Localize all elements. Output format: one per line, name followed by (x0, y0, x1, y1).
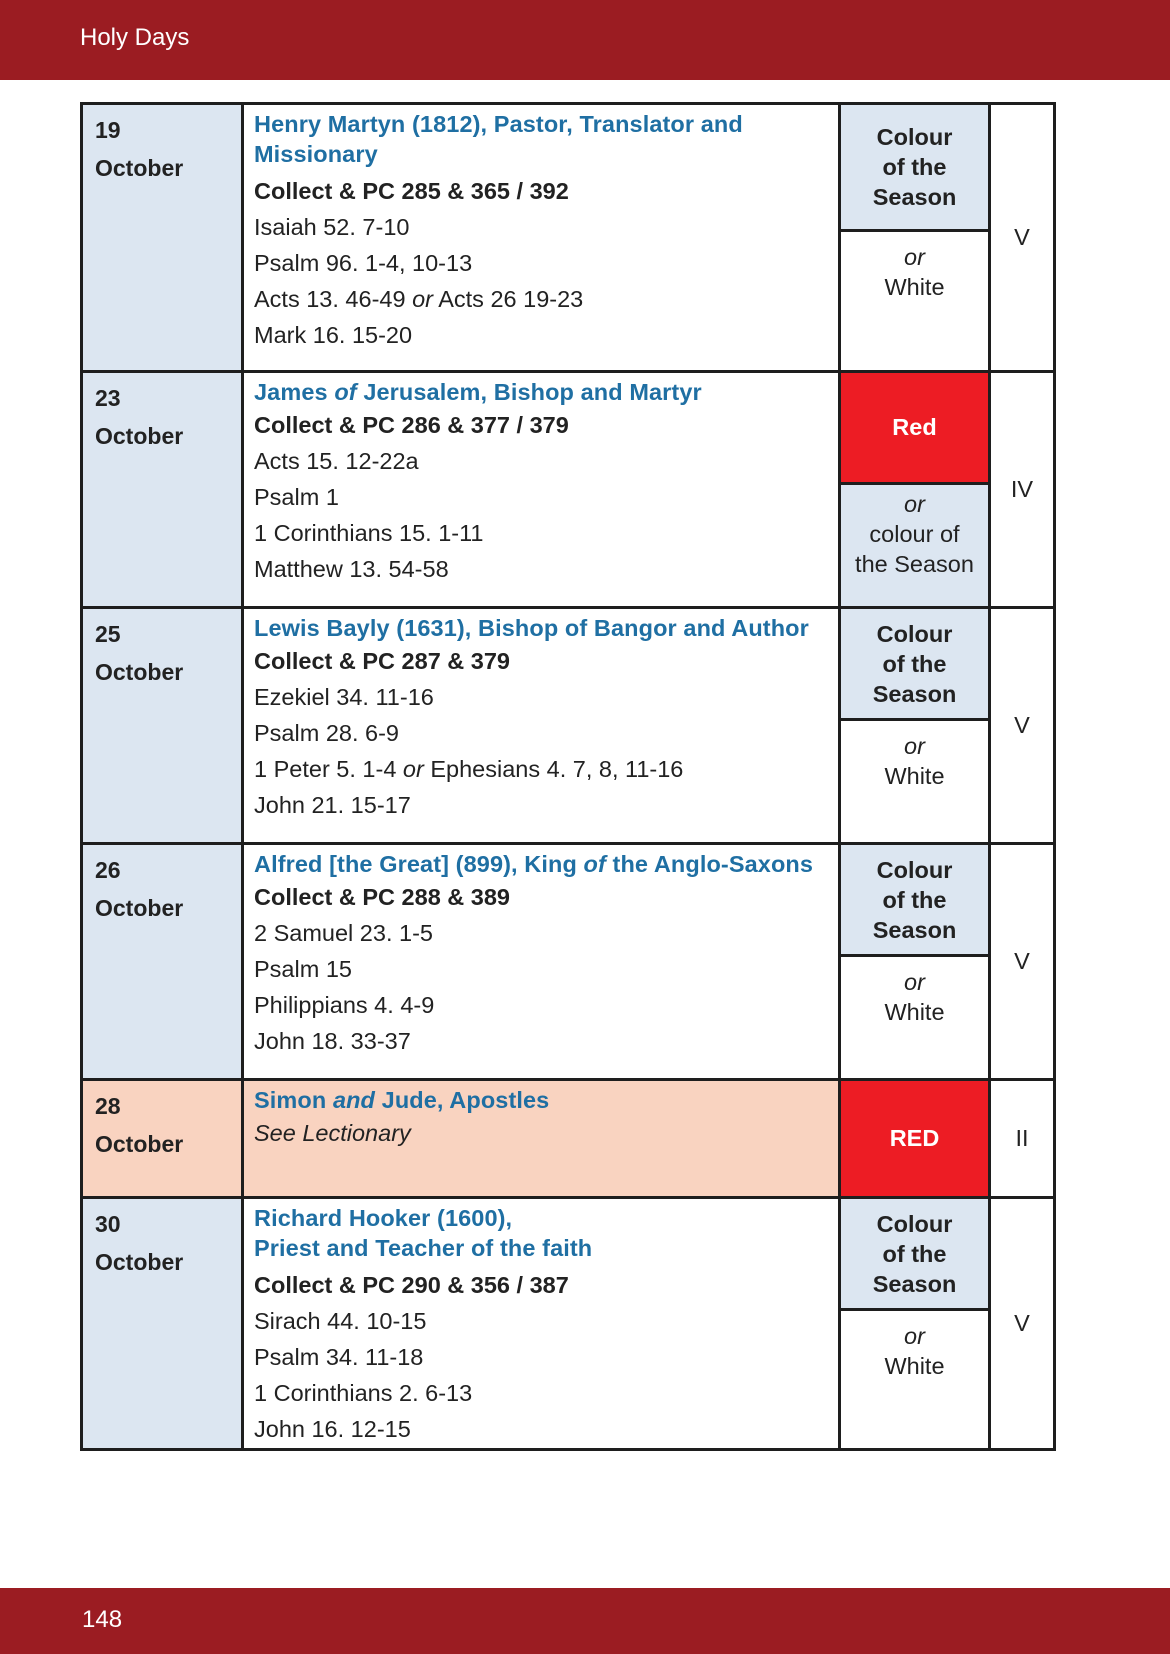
or-text: or (904, 969, 925, 995)
page-header (0, 0, 1170, 80)
liturgical-colour-cell (840, 1080, 990, 1198)
date-cell (82, 1080, 243, 1198)
alt-colour-label: White (884, 999, 945, 1025)
colour-line: Colour (876, 620, 953, 647)
date-cell (82, 608, 243, 844)
collect-line: Collect & PC 285 & 365 / 392 (254, 178, 569, 204)
title-italic: of (583, 851, 606, 877)
observance-title (254, 1085, 830, 1115)
alternative-colour-box (841, 232, 988, 370)
date-cell (82, 1198, 243, 1450)
header-title: Holy Days (80, 24, 190, 51)
reading: John 21. 15-17 (254, 792, 411, 818)
alt-colour-label: White (884, 763, 945, 789)
colour-of-season-box (841, 1199, 988, 1311)
table-row (82, 608, 1055, 844)
observance-cell (243, 1080, 840, 1198)
reading-part: Acts 13. 46-49 (254, 286, 406, 312)
or-text: or (904, 733, 925, 759)
or-text: or (904, 244, 925, 270)
table-row (82, 372, 1055, 608)
or-text: or (904, 1323, 925, 1349)
colour-line: Colour (876, 856, 953, 883)
reading: Psalm 15 (254, 956, 352, 982)
date-cell (82, 372, 243, 608)
reading: John 16. 12-15 (254, 1416, 411, 1442)
title-italic: of (334, 379, 357, 405)
colour-line: Season (872, 680, 957, 707)
date-cell (82, 104, 243, 372)
colour-of-season-box (841, 845, 988, 957)
liturgical-colour-cell (840, 844, 990, 1080)
collect-line: Collect & PC 290 & 356 / 387 (254, 1272, 569, 1298)
colour-of-season-box (841, 609, 988, 721)
liturgical-colour-cell (840, 608, 990, 844)
reading: Isaiah 52. 7-10 (254, 214, 410, 240)
colour-line: Colour (876, 124, 953, 150)
observance-title: Lewis Bayly (1631), Bishop of Bangor and Author (254, 615, 809, 641)
day-number: 28 (95, 1093, 121, 1119)
alternative-colour-box (841, 1311, 988, 1448)
holy-days-table (80, 102, 1056, 1451)
colour-line: Season (872, 1270, 957, 1297)
reading (254, 751, 830, 787)
reading: Psalm 96. 1-4, 10-13 (254, 250, 473, 276)
table-row (82, 844, 1055, 1080)
colour-of-season-box (841, 105, 988, 232)
observance-cell (243, 104, 840, 372)
rank-cell: IV (990, 372, 1055, 608)
colour-line: of the (882, 1240, 947, 1267)
observance-title-line: Priest and Teacher of the faith (254, 1235, 593, 1261)
observance-title: Henry Martyn (1812), Pastor, Translator and Missionary (254, 111, 743, 167)
reading: Matthew 13. 54-58 (254, 556, 449, 582)
reading: Philippians 4. 4-9 (254, 992, 435, 1018)
day-number: 23 (95, 385, 121, 411)
or-text: or (412, 286, 433, 312)
title-italic: and (332, 1087, 376, 1113)
red-colour-box: RED (841, 1081, 988, 1196)
observance-cell (243, 608, 840, 844)
title-part: Jude, Apostles (375, 1087, 550, 1113)
reading: John 18. 33-37 (254, 1028, 411, 1054)
reading: 1 Corinthians 15. 1-11 (254, 520, 484, 546)
colour-line: of the (882, 886, 947, 913)
month-name: October (95, 1131, 184, 1157)
alternative-colour-box (841, 485, 988, 606)
alternative-colour-box (841, 957, 988, 1078)
reading-part: Ephesians 4. 7, 8, 11-16 (423, 756, 684, 782)
day-number: 19 (95, 117, 121, 143)
page-footer (0, 1588, 1170, 1654)
reading: Psalm 1 (254, 484, 339, 510)
month-name: October (95, 659, 184, 685)
month-name: October (95, 1249, 184, 1275)
table-row (82, 104, 1055, 372)
observance-cell (243, 1198, 840, 1450)
table-row (82, 1198, 1055, 1450)
or-text: or (402, 756, 424, 782)
liturgical-colour-cell (840, 372, 990, 608)
table-row (82, 1080, 1055, 1198)
date-cell (82, 844, 243, 1080)
colour-line: Colour (876, 1210, 953, 1237)
title-part: James (254, 379, 335, 405)
alternative-colour-box (841, 721, 988, 842)
alt-colour-label: White (884, 1353, 945, 1379)
observance-cell (243, 372, 840, 608)
collect-line: Collect & PC 287 & 379 (254, 648, 510, 674)
reading: Sirach 44. 10-15 (254, 1308, 427, 1334)
reading: Ezekiel 34. 11-16 (254, 684, 434, 710)
rank-cell: V (990, 844, 1055, 1080)
month-name: October (95, 423, 184, 449)
see-lectionary-note: See Lectionary (254, 1120, 411, 1146)
day-number: 25 (95, 621, 121, 647)
rank-cell: V (990, 104, 1055, 372)
collect-line: Collect & PC 288 & 389 (254, 884, 510, 910)
page-number: 148 (82, 1606, 123, 1633)
day-number: 30 (95, 1211, 121, 1237)
observance-title (254, 377, 830, 407)
reading (254, 281, 830, 317)
day-number: 26 (95, 857, 121, 883)
title-part: Alfred [the Great] (899), King (254, 851, 584, 877)
alt-colour-label: the Season (855, 551, 974, 577)
alt-colour-label: White (884, 274, 945, 300)
colour-line: Season (872, 184, 957, 210)
month-name: October (95, 895, 184, 921)
red-colour-box: Red (841, 373, 988, 485)
alt-colour-label: colour of (869, 521, 960, 547)
month-name: October (95, 155, 184, 181)
liturgical-colour-cell (840, 104, 990, 372)
reading-part: 1 Peter 5. 1-4 (254, 756, 403, 782)
or-text: or (904, 491, 925, 517)
observance-title-line: Richard Hooker (1600), (254, 1205, 513, 1231)
colour-line: of the (882, 154, 947, 180)
reading: Acts 15. 12-22a (254, 448, 419, 474)
reading: Psalm 28. 6-9 (254, 720, 399, 746)
reading: Psalm 34. 11-18 (254, 1344, 424, 1370)
rank-cell: II (990, 1080, 1055, 1198)
colour-line: Season (872, 916, 957, 943)
observance-title (254, 849, 830, 879)
rank-cell: V (990, 1198, 1055, 1450)
observance-cell (243, 844, 840, 1080)
title-part: Simon (254, 1087, 333, 1113)
rank-cell: V (990, 608, 1055, 844)
reading: Mark 16. 15-20 (254, 322, 413, 348)
liturgical-colour-cell (840, 1198, 990, 1450)
title-part: the Anglo-Saxons (605, 851, 814, 877)
colour-line: of the (882, 650, 947, 677)
collect-line: Collect & PC 286 & 377 / 379 (254, 412, 569, 438)
reading-part: Acts 26 19-23 (438, 286, 584, 312)
reading: 1 Corinthians 2. 6-13 (254, 1380, 473, 1406)
reading: 2 Samuel 23. 1-5 (254, 920, 433, 946)
title-part: Jerusalem, Bishop and Martyr (356, 379, 702, 405)
